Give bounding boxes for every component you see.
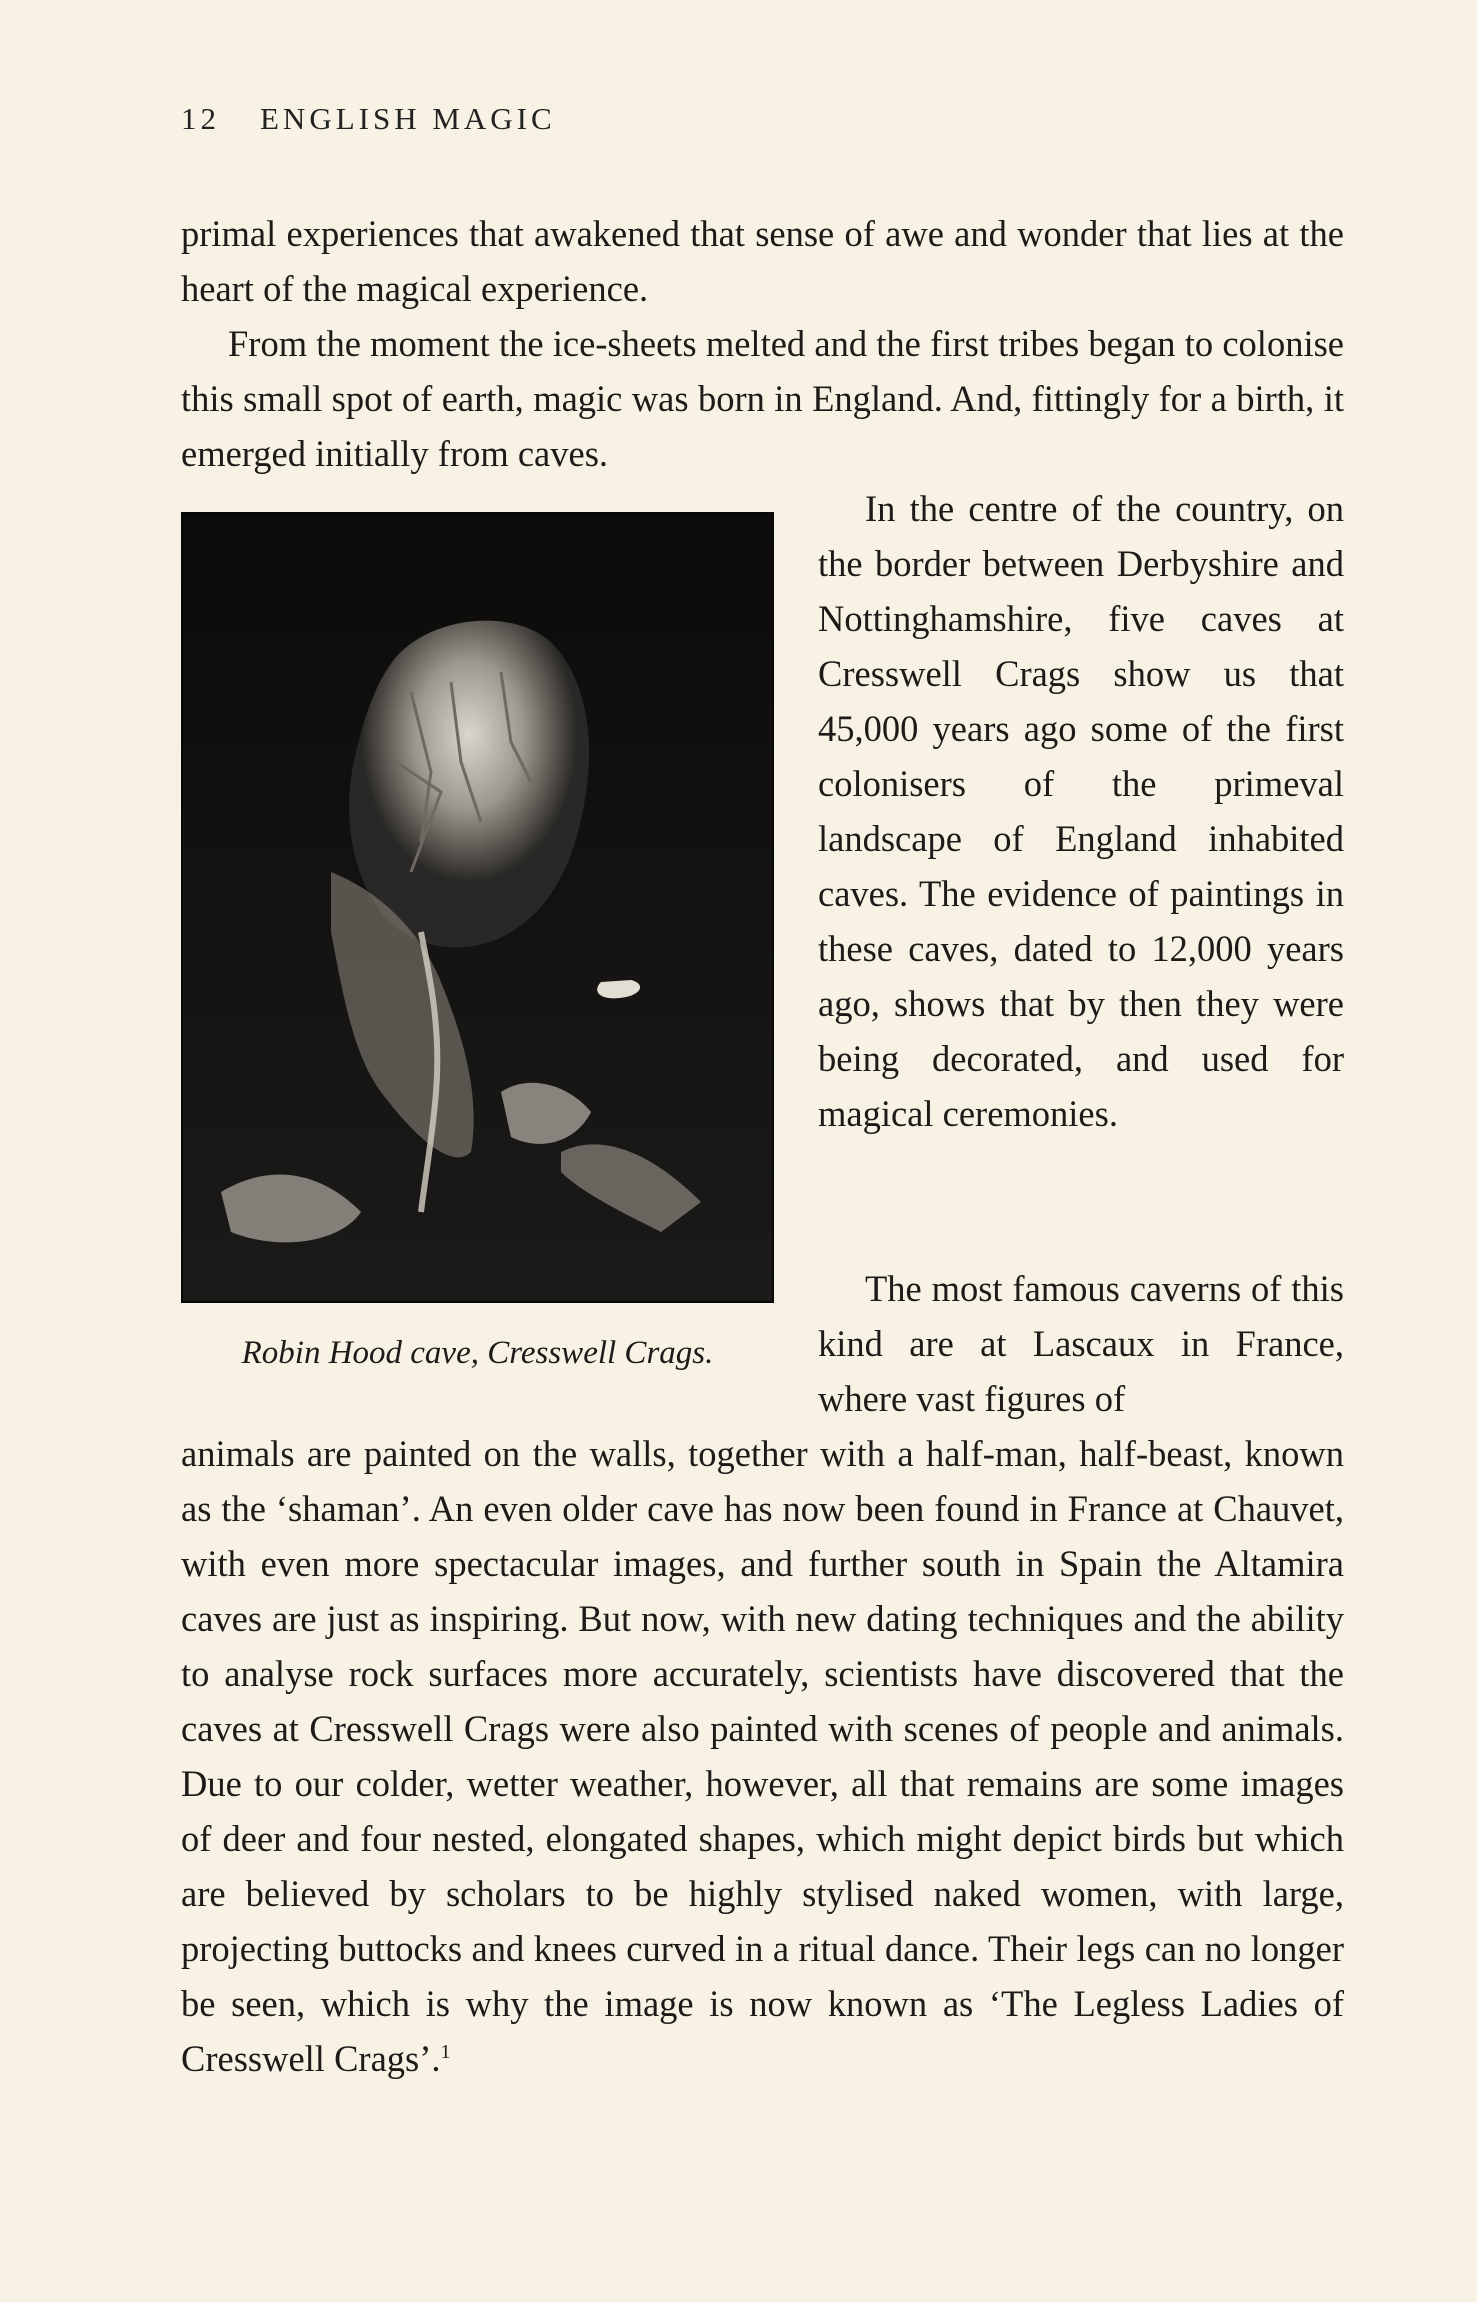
page-number: 12 xyxy=(181,101,220,136)
figure-caption: Robin Hood cave, Cresswell Crags. xyxy=(241,1335,714,1371)
paragraph-4-start: The most famous caverns of this kind are at Lascaux in France, where vast figures of xyxy=(818,1268,1344,1419)
paragraph-4-continued xyxy=(181,1426,1344,2086)
paragraph-4-rest: animals are painted on the walls, together with a half-man, half-beast, known as the ‘shaman’. An even older cave has now been found in France at Chauvet, with even more spectacular images, and further south in Spain the Altamira caves are just as inspiring. But now, with new dating techniques and the ability to analyse rock surfaces more accurately, scientists have discovered that the caves at Cresswell Crags were also painted with scenes of people and animals. Due to our colder, wetter weather, however, all that remains are some images of deer and four nested, elongated shapes, which might depict birds but which are believed by scholars to be highly stylised naked women, with large, projecting buttocks and knees curved in a ritual dance. Their legs can no longer be seen, which is why the image is now known as ‘The Legless Ladies of Cresswell Crags’. xyxy=(181,1433,1344,2079)
wrapped-text-column xyxy=(818,481,1344,1141)
footnote-marker[interactable]: 1 xyxy=(440,2040,451,2063)
paragraph-2: From the moment the ice-sheets melted and the first tribes began to colonise this small spot of earth, magic was born in England. And, fittingly for a birth, it emerged initially from caves. xyxy=(181,323,1344,474)
paragraph-1: primal experiences that awakened that sense of awe and wonder that lies at the heart of the magical experience. xyxy=(181,213,1344,309)
wrapped-text-column-2 xyxy=(818,1261,1344,1426)
cave-photo-illustration xyxy=(181,512,774,1303)
cave-photograph xyxy=(181,512,774,1303)
paragraph-3: In the centre of the country, on the border between Derbyshire and Nottinghamshire, five caves at Cresswell Crags show us that 45,000 years ago some of the first colonisers of the primeval landscape of England inhabited caves. The evidence of paintings in these caves, dated to 12,000 years ago, shows that by then they were being decorated, and used for magical ceremonies. xyxy=(818,488,1344,1134)
running-title: ENGLISH MAGIC xyxy=(260,101,556,136)
running-head xyxy=(181,101,556,137)
